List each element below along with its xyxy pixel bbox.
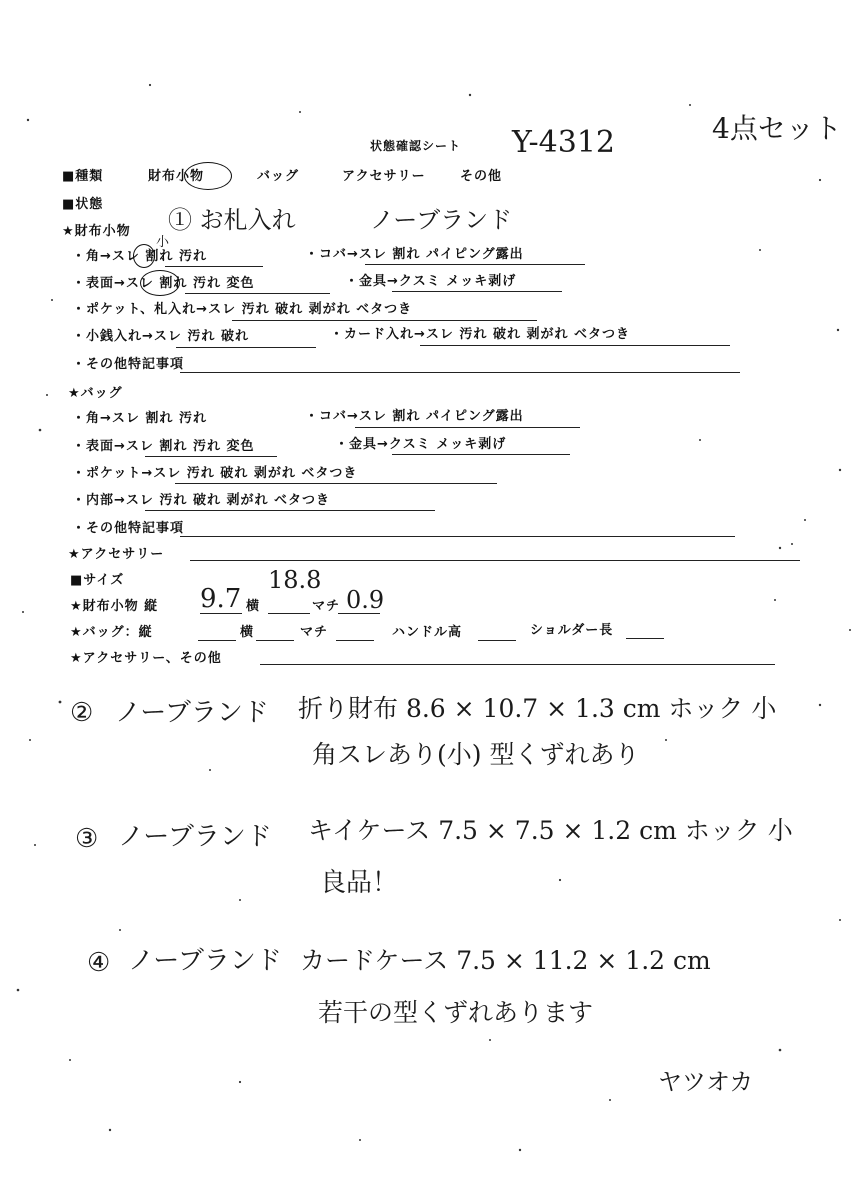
- size-wallet-height: 9.7: [200, 584, 242, 614]
- note-4-condition: 若干の型くずれあります: [318, 998, 594, 1027]
- category-other: その他: [460, 169, 503, 184]
- note-2-number: ②: [70, 698, 94, 728]
- wallet-row-corner: ・角→スレ 割れ 汚れ: [72, 249, 207, 264]
- wallet-brand-handwritten: ノーブランド: [370, 206, 513, 234]
- note-3-number: ③: [75, 824, 99, 854]
- bag-row-corner: ・角→スレ 割れ 汚れ: [72, 411, 207, 426]
- note-2-brand: ノーブランド: [115, 698, 269, 728]
- item-code: Y-4312: [512, 125, 615, 160]
- surface-circle: [140, 270, 180, 296]
- size-wallet-depth-label: マチ: [312, 599, 341, 614]
- blank: [198, 640, 236, 641]
- size-wallet-line: ★財布小物 縦: [70, 599, 159, 614]
- underline: [365, 264, 585, 265]
- underline: [176, 347, 316, 348]
- wallet-row-card: ・カード入れ→スレ 汚れ 破れ 剥がれ ベタつき: [330, 327, 630, 342]
- note-4-description: カードケース 7.5 × 11.2 × 1.2 cm: [300, 946, 711, 975]
- small-mark: 小: [156, 235, 170, 250]
- underline: [165, 266, 263, 267]
- size-bag-width: 横: [240, 625, 255, 640]
- accessory-row: ★アクセサリー: [68, 547, 165, 562]
- underline: [232, 320, 537, 321]
- blank: [336, 640, 374, 641]
- wallet-row-pocket: ・ポケット、札入れ→スレ 汚れ 破れ 剥がれ ベタつき: [72, 302, 413, 317]
- size-wallet-width-label: 横: [246, 599, 261, 614]
- bag-row-metal: ・金具→クスミ メッキ剥げ: [335, 437, 507, 452]
- wallet-row-coin: ・小銭入れ→スレ 汚れ 破れ: [72, 329, 249, 344]
- underline: [200, 613, 242, 614]
- underline: [190, 560, 800, 561]
- sheet-label: 状態確認シート: [370, 139, 462, 153]
- blank: [256, 640, 294, 641]
- note-3-brand: ノーブランド: [118, 822, 272, 852]
- bag-section-label: ★バッグ: [68, 386, 123, 401]
- category-accessory: アクセサリー: [342, 169, 426, 184]
- status-label: ■状態: [62, 197, 104, 212]
- corner-circle: [133, 244, 155, 268]
- bag-row-edge: ・コバ→スレ 割れ パイピング露出: [305, 409, 524, 424]
- wallet-item-handwritten: ① お札入れ: [168, 206, 296, 234]
- underline: [260, 664, 775, 665]
- size-other-line: ★アクセサリー、その他: [70, 651, 222, 666]
- bag-row-pocket: ・ポケット→スレ 汚れ 破れ 剥がれ ベタつき: [72, 466, 358, 481]
- underline: [355, 427, 580, 428]
- underline: [145, 510, 435, 511]
- size-bag-handle: ハンドル高: [392, 625, 463, 640]
- blank: [626, 638, 664, 639]
- category-circle: [184, 162, 232, 190]
- underline: [175, 483, 497, 484]
- bag-row-surface: ・表面→スレ 割れ 汚れ 変色: [72, 439, 255, 454]
- wallet-row-metal: ・金具→クスミ メッキ剥げ: [345, 274, 517, 289]
- wallet-row-edge: ・コバ→スレ 割れ パイピング露出: [305, 247, 524, 262]
- underline: [185, 293, 330, 294]
- underline: [180, 536, 735, 537]
- note-3-description: キイケース 7.5 × 7.5 × 1.2 cm ホック 小: [308, 816, 793, 845]
- underline: [145, 456, 277, 457]
- set-note: 4点セット: [712, 112, 842, 145]
- underline: [268, 613, 310, 614]
- category-bag: バッグ: [257, 169, 300, 184]
- category-label: ■種類: [62, 169, 104, 184]
- wallet-row-surface: ・表面→スレ 割れ 汚れ 変色: [72, 276, 255, 291]
- bag-row-inside: ・内部→スレ 汚れ 破れ 剥がれ ベタつき: [72, 493, 330, 508]
- underline: [338, 613, 380, 614]
- note-4-number: ④: [87, 948, 111, 978]
- note-2-description: 折り財布 8.6 × 10.7 × 1.3 cm ホック 小: [298, 694, 777, 723]
- blank: [478, 640, 516, 641]
- signature: ヤツオカ: [658, 1068, 754, 1096]
- size-wallet-depth: 0.9: [346, 586, 385, 614]
- underline: [392, 291, 562, 292]
- category-wallet: 財布小物: [148, 169, 205, 184]
- bag-row-other: ・その他特記事項: [72, 521, 185, 536]
- size-bag-depth: マチ: [300, 625, 329, 640]
- wallet-section-label: ★財布小物: [62, 224, 131, 239]
- note-3-condition: 良品！: [320, 868, 399, 898]
- size-bag-line: ★バッグ：縦: [70, 625, 153, 640]
- wallet-row-other: ・その他特記事項: [72, 357, 185, 372]
- size-bag-shoulder: ショルダー長: [530, 623, 614, 638]
- underline: [180, 372, 740, 373]
- size-wallet-width: 18.8: [268, 566, 322, 594]
- underline: [392, 454, 570, 455]
- underline: [420, 345, 730, 346]
- note-4-brand: ノーブランド: [128, 946, 282, 976]
- size-label: ■サイズ: [70, 573, 125, 588]
- note-2-condition: 角スレあり(小) 型くずれあり: [312, 740, 640, 769]
